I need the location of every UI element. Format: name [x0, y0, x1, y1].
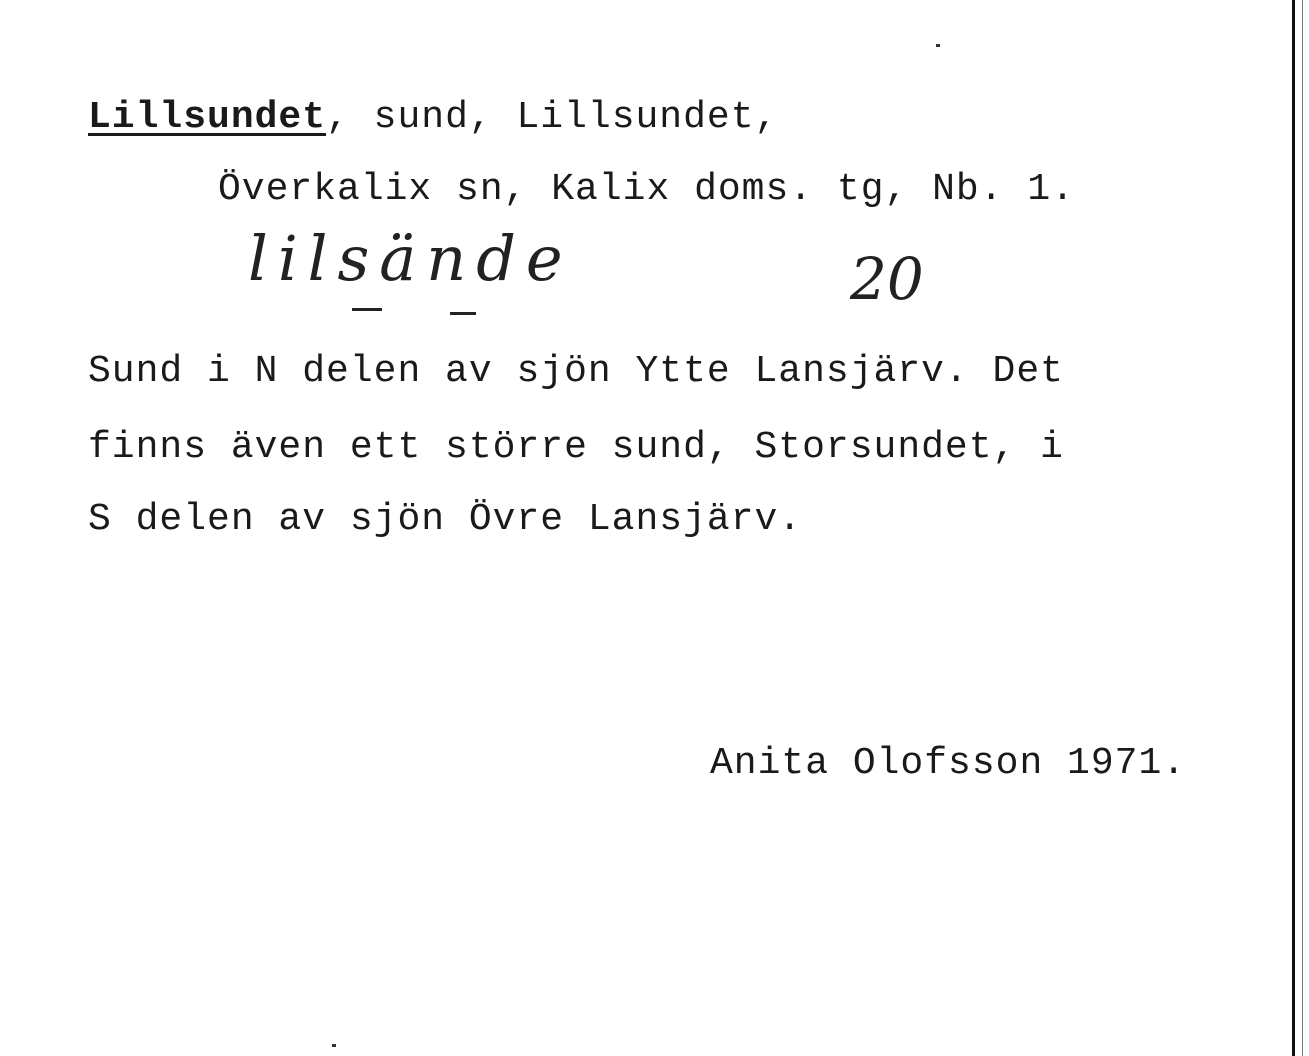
speck [936, 44, 940, 47]
handwritten-pronunciation: lilsände [248, 222, 573, 295]
speck [332, 1044, 336, 1047]
entry-line-1-rest: , sund, Lillsundet, [326, 96, 779, 139]
pronunciation-underline-1 [352, 308, 382, 311]
entry-line-1 [88, 96, 778, 140]
card-edge [1292, 0, 1295, 1056]
handwritten-page-number: 20 [850, 245, 924, 313]
pronunciation-underline-2 [450, 312, 476, 315]
card-edge-shadow [1302, 0, 1303, 1056]
body-line-3: S delen av sjön Övre Lansjärv. [88, 498, 803, 541]
body-line-2: finns även ett större sund, Storsundet, i [88, 426, 1064, 469]
body-line-1: Sund i N delen av sjön Ytte Lansjärv. Det [88, 350, 1064, 393]
signature: Anita Olofsson 1971. [710, 742, 1187, 785]
location-line: Överkalix sn, Kalix doms. tg, Nb. 1. [218, 168, 1075, 211]
headword: Lillsundet [88, 96, 327, 139]
